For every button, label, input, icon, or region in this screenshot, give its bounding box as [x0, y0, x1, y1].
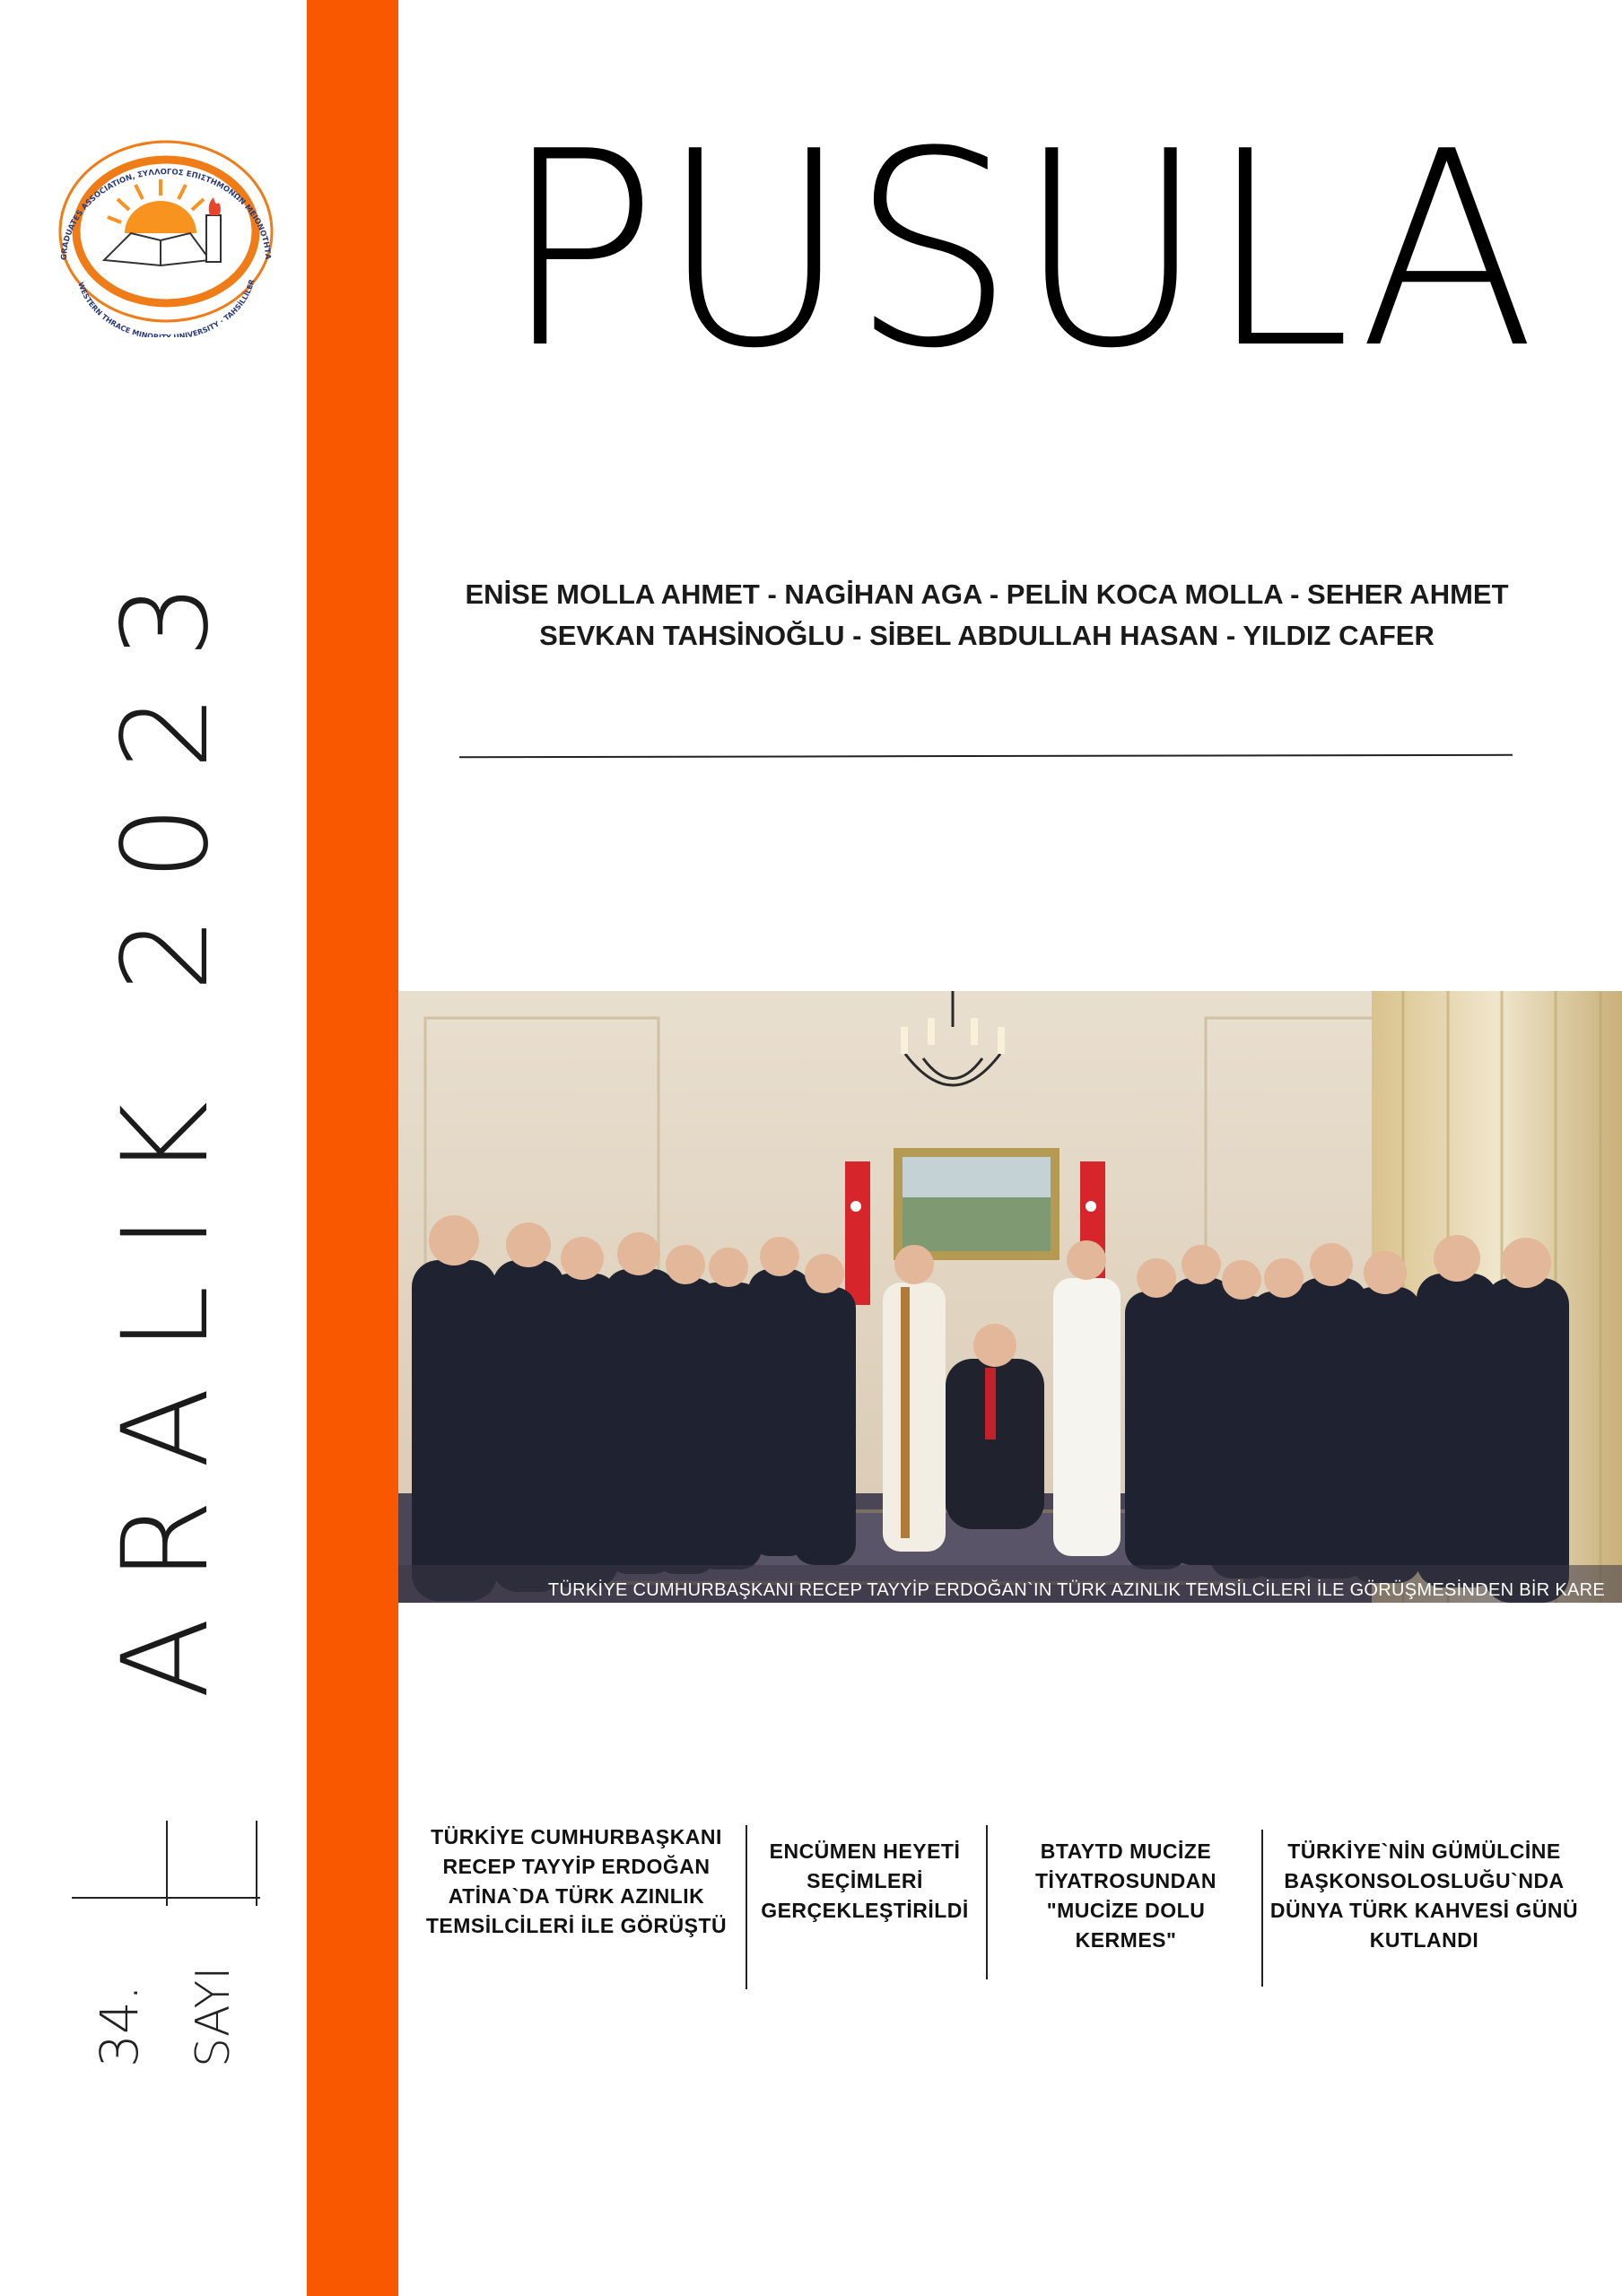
issue-number: 34.: [89, 1984, 150, 2067]
horizontal-rule: [459, 754, 1513, 758]
masthead-title: PUSULA: [502, 94, 1538, 407]
headline-mucize-kermes[interactable]: BTAYTD MUCİZE TİYATROSUNDAN "MUCİZE DOLU KERMES": [1034, 1839, 1216, 1952]
authors-block: [413, 574, 1561, 657]
headline-separator-3: [1261, 1830, 1263, 1987]
association-logo: [31, 126, 291, 337]
headline-separator-1: [746, 1825, 747, 1989]
authors-line-2: SEVKAN TAHSİNOĞLU - SİBEL ABDULLAH HASAN - YILDIZ CAFER: [539, 620, 1435, 651]
headline-encumen-elections[interactable]: ENCÜMEN HEYETİ SEÇİMLERİ GERÇEKLEŞTİRİLDİ: [761, 1839, 969, 1922]
logo-ring-text-top: GRADUATES ASSOCIATION, ΣΥΛΛΟΓΟΣ ΕΠΙΣΤΗΜΟΝΩΝ ΜΕΙΟΝΟΤΗΤΑ: [59, 168, 273, 261]
issue-divider-right: [256, 1821, 257, 1906]
headline-erdogan-athens[interactable]: TÜRKİYE CUMHURBAŞKANI RECEP TAYYİP ERDOĞAN ATİNA`DA TÜRK AZINLIK TEMSİLCİLERİ İLE GÖRÜŞTÜ: [425, 1825, 728, 1937]
issue-label: SAYI: [187, 1966, 240, 2067]
headline-turkish-coffee-day[interactable]: TÜRKİYE`NİN GÜMÜLCİNE BAŞKONSOLOSLUĞU`NDA DÜNYA TÜRK KAHVESİ GÜNÜ KUTLANDI: [1269, 1839, 1579, 1952]
issue-divider-left: [166, 1821, 168, 1906]
photo-caption: TÜRKİYE CUMHURBAŞKANI RECEP TAYYİP ERDOĞAN`IN TÜRK AZINLIK TEMSİLCİLERİ İLE GÖRÜŞMESİNDEN BİR KARE: [547, 1580, 1605, 1600]
issue-date: ARALIK 2023: [97, 547, 235, 1699]
authors-line-1: ENİSE MOLLA AHMET - NAGİHAN AGA - PELİN KOCA MOLLA - SEHER AHMET: [465, 578, 1509, 610]
headline-separator-2: [986, 1825, 988, 1979]
orange-side-bar: [307, 0, 398, 2296]
cover-photo: [398, 991, 1622, 1603]
logo-ring-text-bottom: WESTERN THRACE MINOR UNIVERSITY · TAHSİLLİLER: [76, 278, 257, 337]
